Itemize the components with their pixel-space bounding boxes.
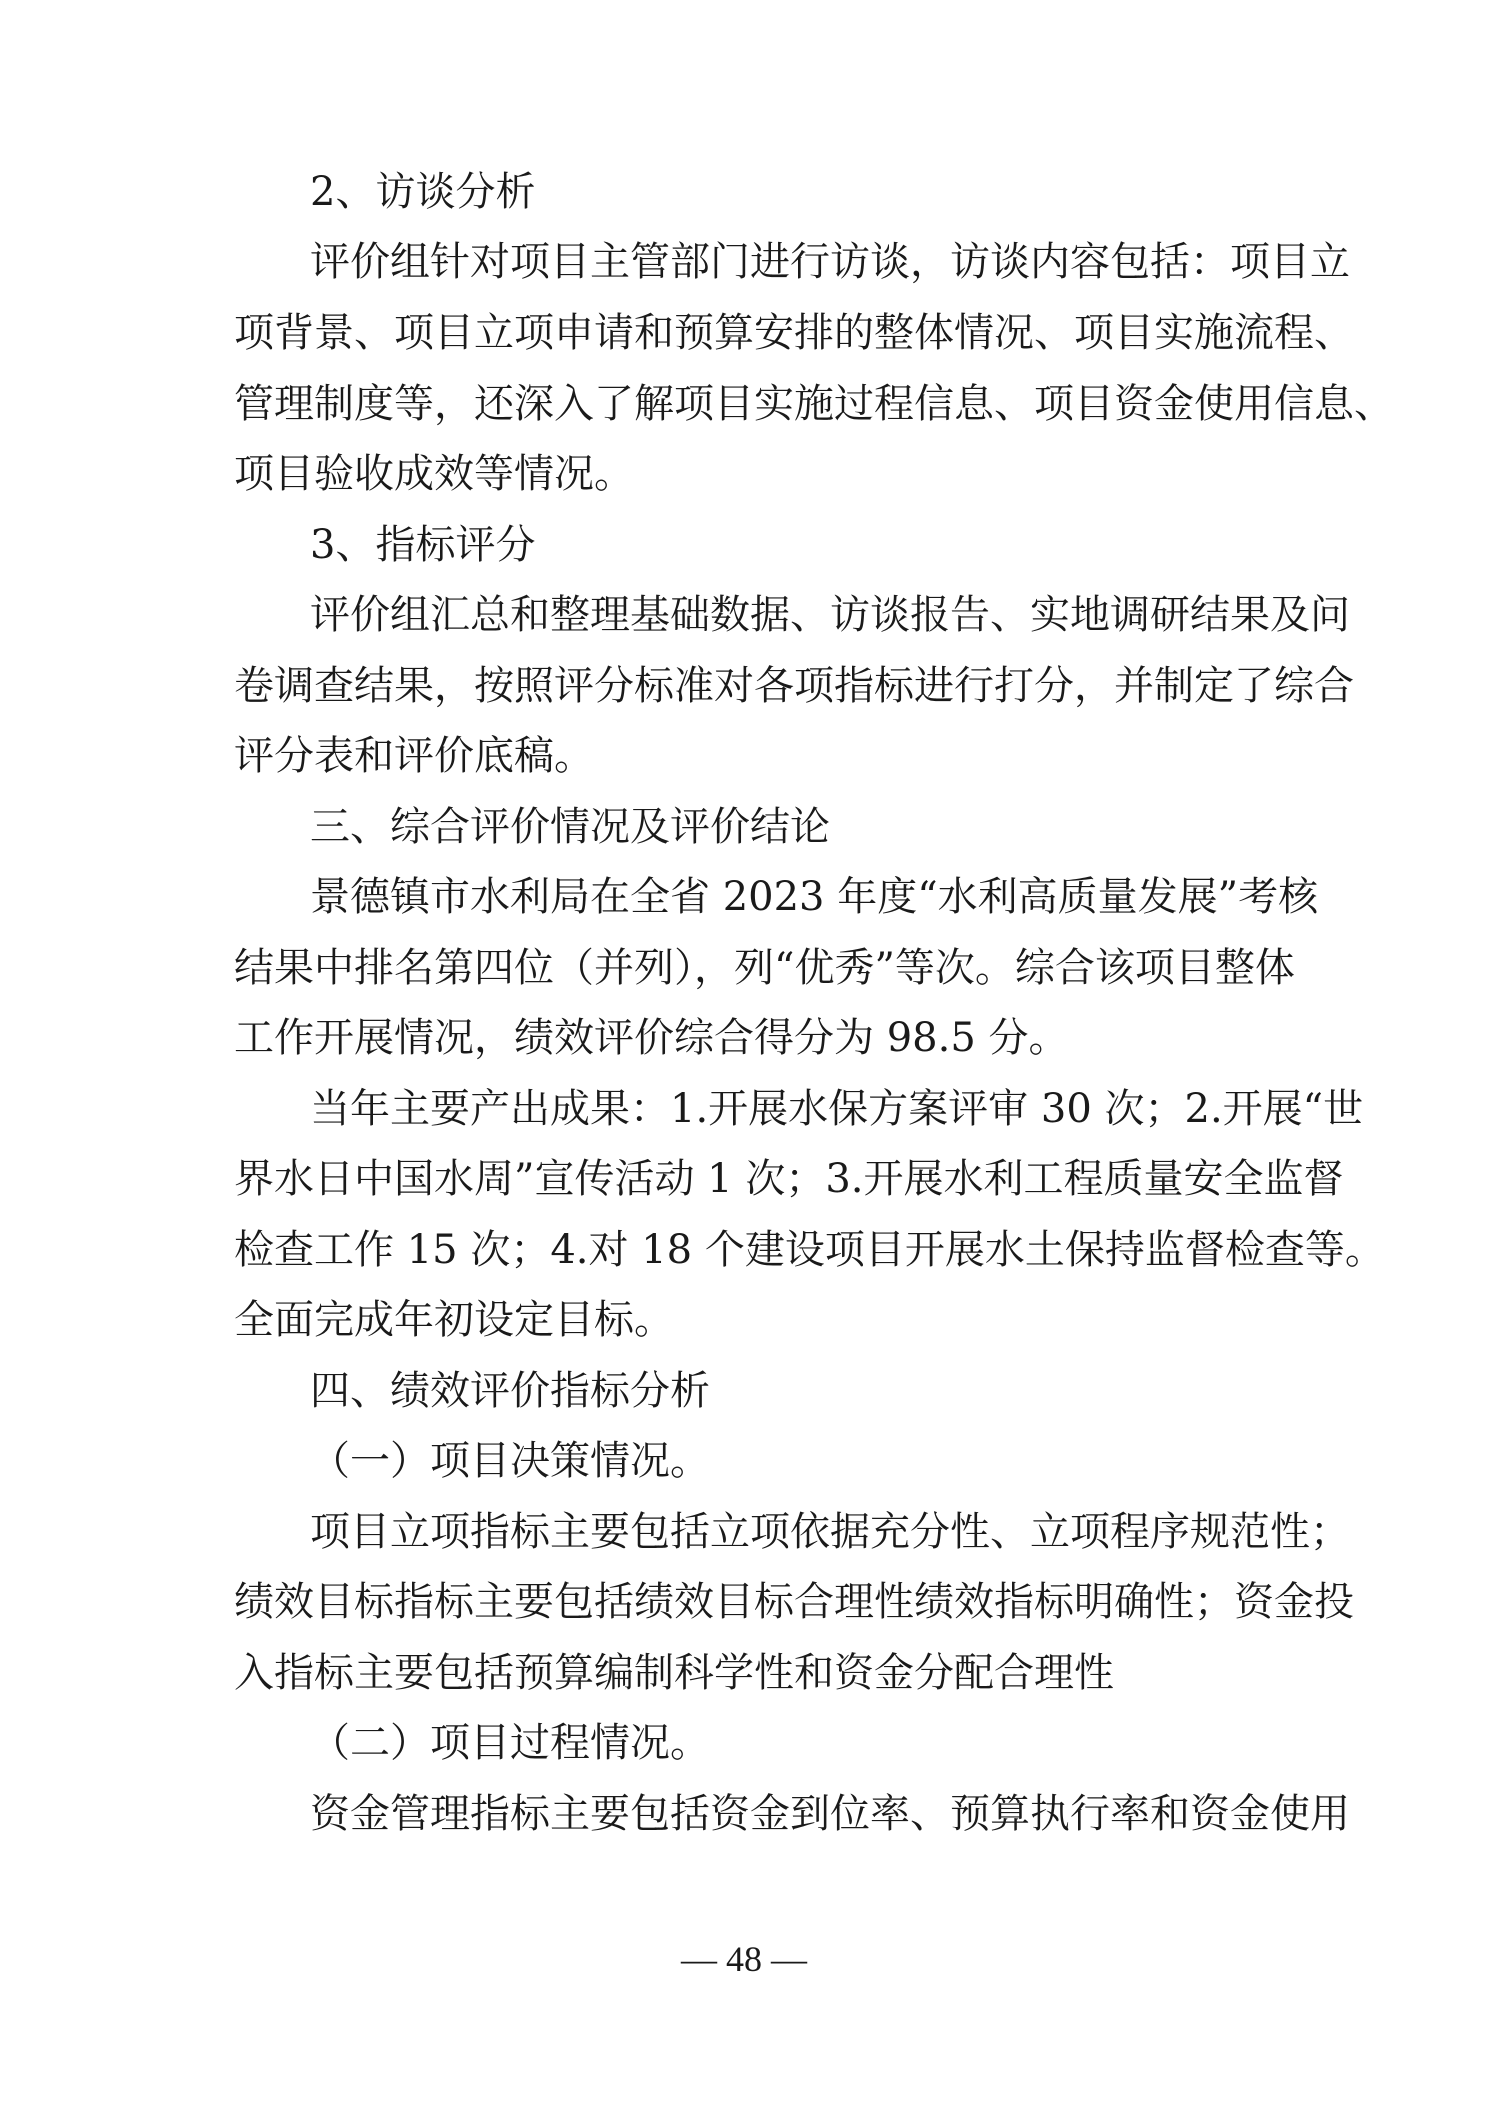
- paragraph-line: 检查工作 15 次；4.对 18 个建设项目开展水土保持监督检查等。: [234, 1227, 1385, 1273]
- paragraph-line: 入指标主要包括预算编制科学性和资金分配合理性: [234, 1650, 1114, 1696]
- paragraph-line: 项目验收成效等情况。: [234, 451, 634, 497]
- paragraph-line: 卷调查结果，按照评分标准对各项指标进行打分，并制定了综合: [234, 663, 1354, 709]
- page-number: — 48 —: [681, 1939, 807, 1979]
- paragraph-line: 全面完成年初设定目标。: [234, 1297, 674, 1343]
- paragraph-line: 结果中排名第四位（并列），列“优秀”等次。综合该项目整体: [234, 945, 1295, 991]
- paragraph-line: 当年主要产出成果：1.开展水保方案评审 30 次；2.开展“世: [310, 1086, 1364, 1132]
- paragraph-line: 评分表和评价底稿。: [234, 733, 594, 779]
- paragraph-line: 评价组针对项目主管部门进行访谈，访谈内容包括：项目立: [310, 239, 1350, 285]
- paragraph-line: 项背景、项目立项申请和预算安排的整体情况、项目实施流程、: [234, 310, 1354, 356]
- paragraph-line: 评价组汇总和整理基础数据、访谈报告、实地调研结果及问: [310, 592, 1350, 638]
- paragraph-line: 资金管理指标主要包括资金到位率、预算执行率和资金使用: [310, 1791, 1350, 1837]
- paragraph-line: 绩效目标指标主要包括绩效目标合理性绩效指标明确性；资金投: [234, 1579, 1354, 1625]
- subheading-project-decision: （一）项目决策情况。: [310, 1438, 710, 1484]
- paragraph-line: 项目立项指标主要包括立项依据充分性、立项程序规范性；: [310, 1509, 1350, 1555]
- paragraph-line: 界水日中国水周”宣传活动 1 次；3.开展水利工程质量安全监督: [234, 1156, 1344, 1202]
- section-heading-conclusion: 三、综合评价情况及评价结论: [310, 804, 830, 850]
- subheading-indicator-scoring: 3、指标评分: [310, 522, 536, 568]
- section-heading-indicator-analysis: 四、绩效评价指标分析: [310, 1368, 710, 1414]
- subheading-project-process: （二）项目过程情况。: [310, 1720, 710, 1766]
- subheading-interview-analysis: 2、访谈分析: [310, 169, 536, 215]
- paragraph-line: 管理制度等，还深入了解项目实施过程信息、项目资金使用信息、: [234, 381, 1394, 427]
- paragraph-line: 景德镇市水利局在全省 2023 年度“水利高质量发展”考核: [310, 874, 1319, 920]
- paragraph-line: 工作开展情况，绩效评价综合得分为 98.5 分。: [234, 1015, 1069, 1061]
